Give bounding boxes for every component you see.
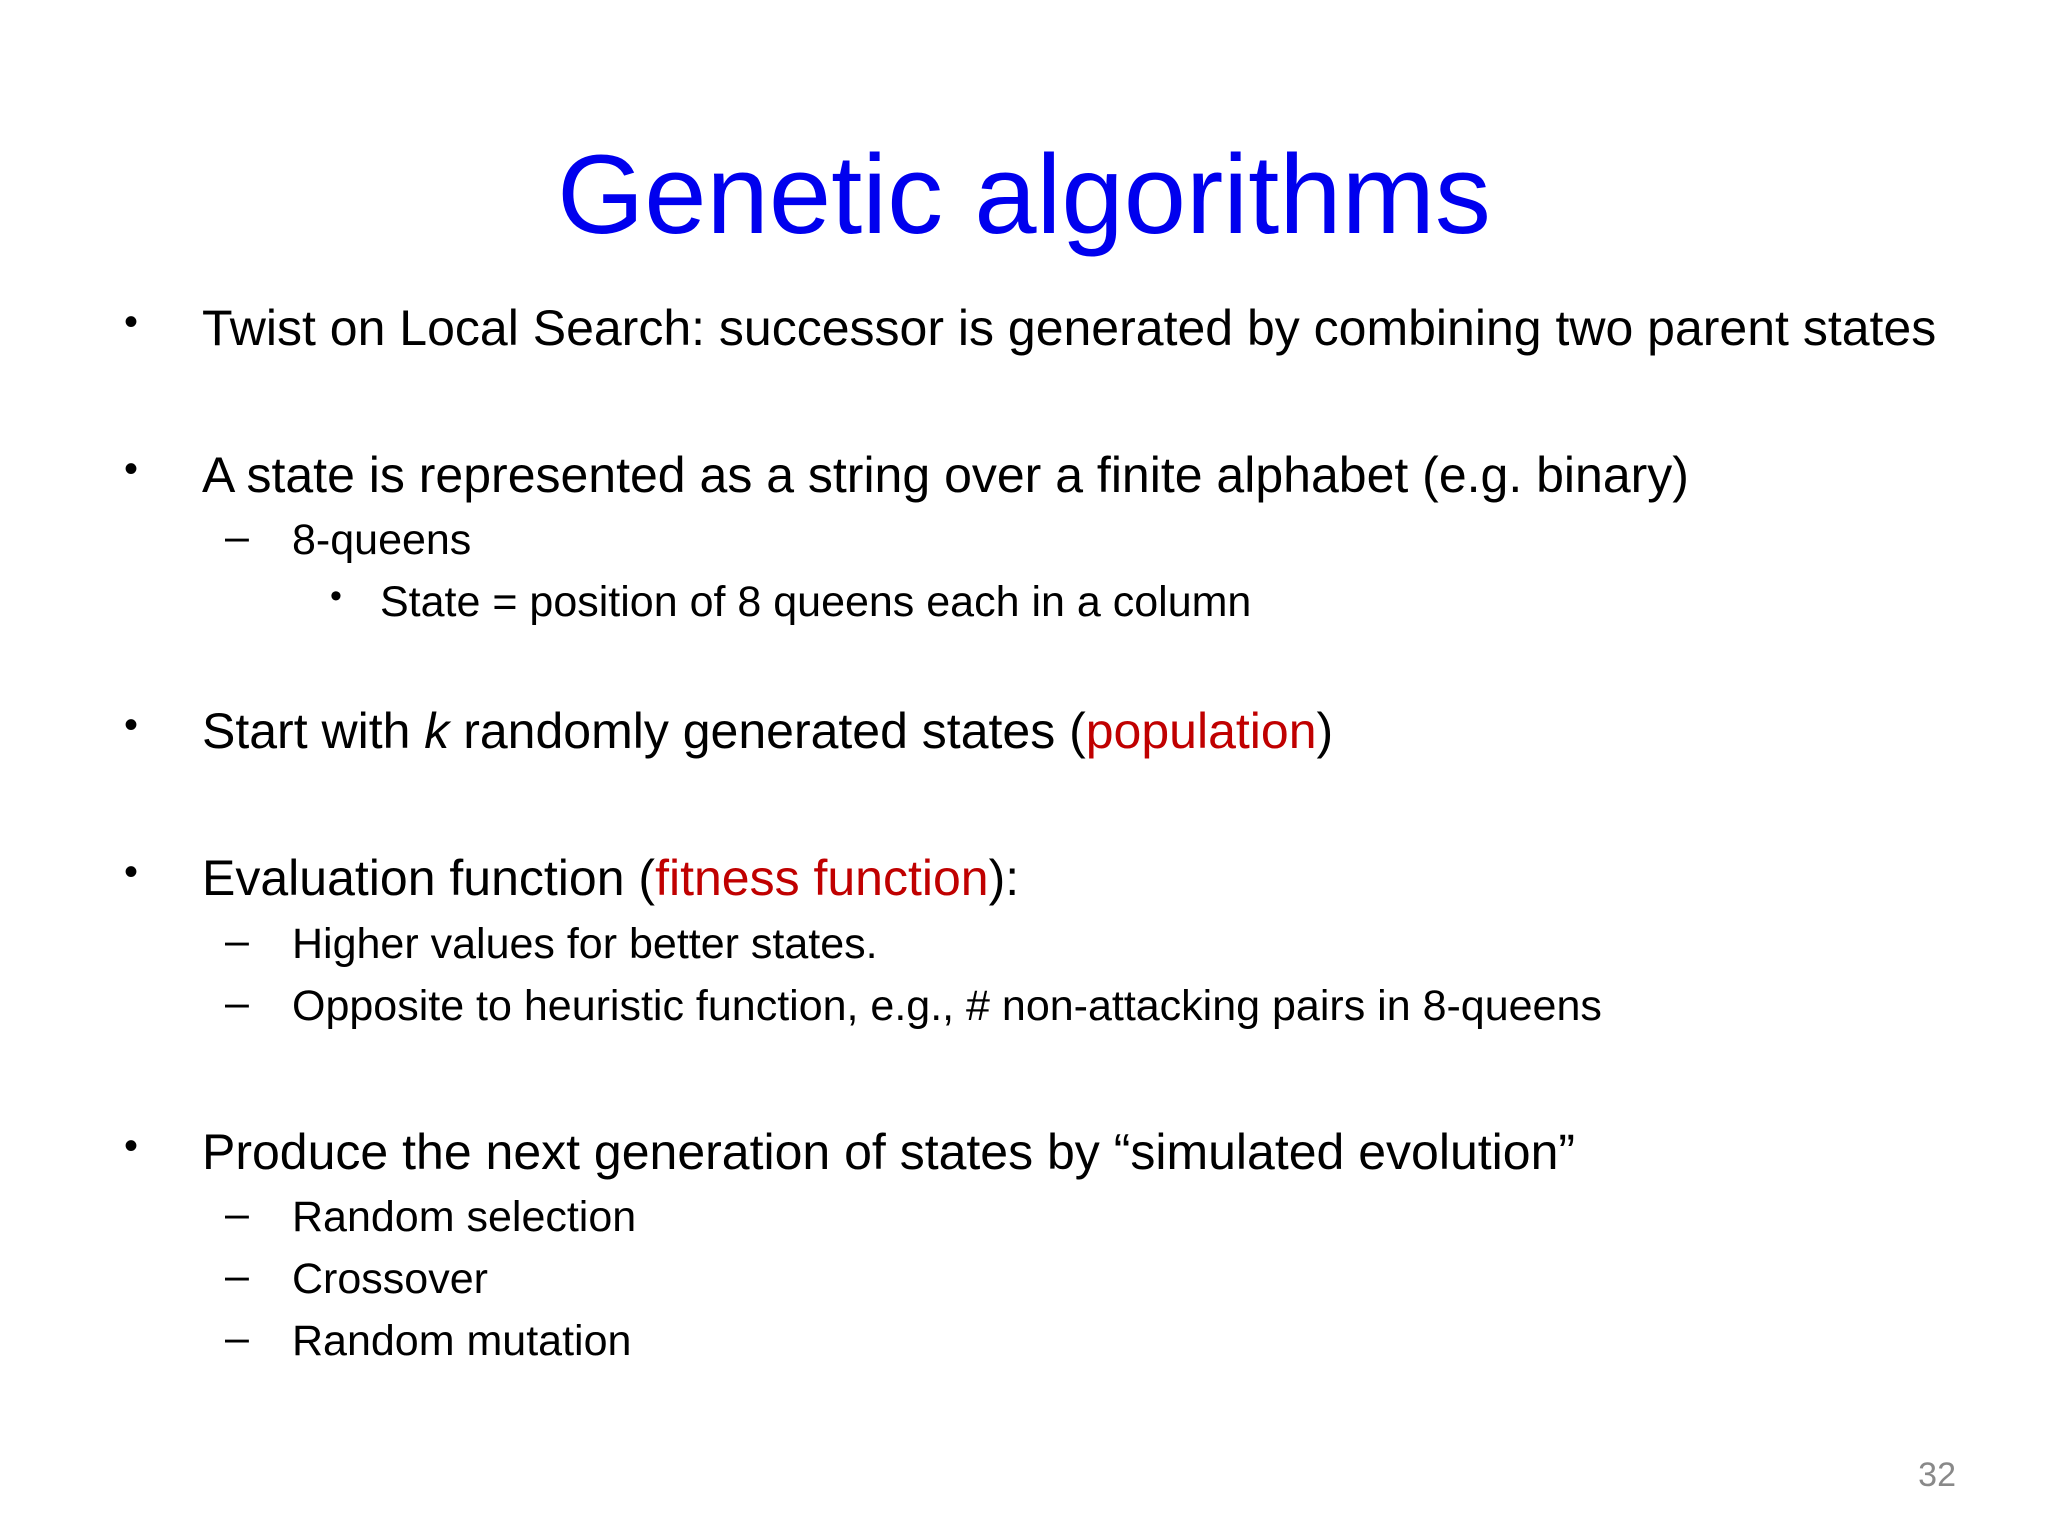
- highlight-term: fitness function: [655, 850, 989, 906]
- sub-sub-bullet-text: State = position of 8 queens each in a column: [380, 578, 1252, 626]
- bullet-text: [202, 701, 1333, 761]
- bullet-marker: •: [124, 1124, 139, 1168]
- sub-bullet-text: Opposite to heuristic function, e.g., # non-attacking pairs in 8-queens: [292, 982, 1602, 1030]
- bullet-text-end: ): [1316, 703, 1334, 759]
- bullet-text: [202, 848, 1019, 908]
- page-number: 32: [1918, 1456, 1956, 1494]
- dash-marker: –: [225, 979, 249, 1027]
- dash-marker: –: [225, 1252, 249, 1300]
- sub-bullet-text: 8-queens: [292, 516, 472, 564]
- dash-marker: –: [225, 513, 249, 561]
- sub-bullet-text: Crossover: [292, 1255, 488, 1303]
- highlight-term: population: [1085, 703, 1317, 759]
- bullet-text-post: randomly generated states (: [449, 703, 1086, 759]
- bullet-text: A state is represented as a string over a finite alphabet (e.g. binary): [202, 447, 1689, 503]
- variable-k: k: [424, 703, 450, 759]
- bullet-text: Twist on Local Search: successor is generated by combining two parent states: [202, 300, 1937, 356]
- bullet-marker: •: [124, 850, 139, 894]
- bullet-marker: •: [124, 703, 139, 747]
- bullet-text: Produce the next generation of states by “simulated evolution”: [202, 1124, 1576, 1180]
- dash-marker: –: [225, 1314, 249, 1362]
- sub-bullet-text: Random selection: [292, 1193, 637, 1241]
- bullet-marker: •: [124, 447, 139, 491]
- sub-bullet-text: Higher values for better states.: [292, 920, 878, 968]
- slide-title: Genetic algorithms: [557, 132, 1491, 257]
- dash-marker: –: [225, 917, 249, 965]
- sub-bullet-text: Random mutation: [292, 1317, 632, 1365]
- bullet-text-pre: Start with: [202, 703, 425, 759]
- bullet-marker: •: [124, 300, 139, 344]
- dash-marker: –: [225, 1190, 249, 1238]
- bullet-text-pre: Evaluation function (: [202, 850, 656, 906]
- sub-bullet-marker: •: [330, 577, 342, 615]
- bullet-text-end: ):: [988, 850, 1020, 906]
